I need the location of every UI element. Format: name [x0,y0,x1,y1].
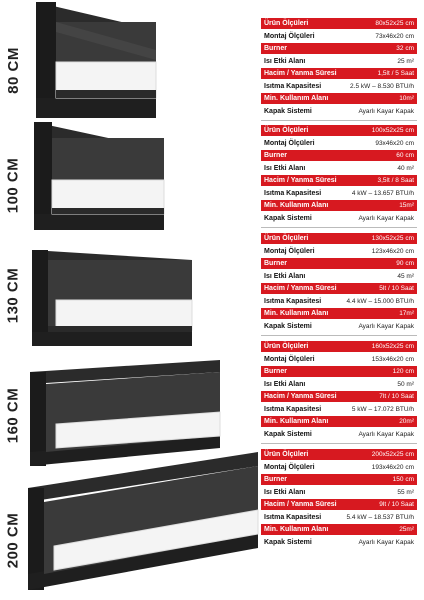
spec-row: Isıtma Kapasitesi 4.4 kW – 15.000 BTU/h [261,296,417,307]
spec-row: Ürün Ölçüleri 200x52x25 cm [261,449,417,460]
size-label-80: 80 CM [4,46,22,94]
spec-row: Ürün Ölçüleri 80x52x25 cm [261,18,417,29]
spec-row: Kapak Sistemi Ayarlı Kayar Kapak [261,429,417,440]
spec-row: Isı Etki Alanı 50 m² [261,379,417,390]
spec-row: Hacim / Yanma Süresi 7lt / 10 Saat [261,391,417,402]
spec-row: Kapak Sistemi Ayarlı Kayar Kapak [261,106,417,117]
spec-row: Isıtma Kapasitesi 5 kW – 17.072 BTU/h [261,404,417,415]
fireplace-80-image [26,2,158,118]
fireplace-130-image [26,250,196,348]
spec-row: Montaj Ölçüleri 123x46x20 cm [261,246,417,257]
spec-row: Burner 150 cm [261,474,417,485]
fireplace-100-image [26,122,176,232]
fireplace-200-image [26,452,260,592]
spec-table-160 [261,341,417,441]
spec-row: Montaj Ölçüleri 73x46x20 cm [261,31,417,42]
divider [261,120,417,121]
divider [261,227,417,228]
size-label-130: 130 CM [4,267,22,323]
divider [261,443,417,444]
spec-row: Isı Etki Alanı 25 m² [261,56,417,67]
size-label-100: 100 CM [4,157,22,213]
spec-row: Montaj Ölçüleri 153x46x20 cm [261,354,417,365]
spec-row: Isı Etki Alanı 40 m² [261,163,417,174]
spec-table-80 [261,18,417,118]
divider [261,335,417,336]
spec-row: Isıtma Kapasitesi 5.4 kW – 18.537 BTU/h [261,512,417,523]
size-label-200: 200 CM [4,512,22,568]
spec-row: Isıtma Kapasitesi 4 kW – 13.657 BTU/h [261,188,417,199]
spec-row: Burner 32 cm [261,43,417,54]
spec-row: Hacim / Yanma Süresi 1,5lt / 5 Saat [261,68,417,79]
spec-row: Ürün Ölçüleri 160x52x25 cm [261,341,417,352]
spec-row: Burner 90 cm [261,258,417,269]
spec-row: Montaj Ölçüleri 193x46x20 cm [261,462,417,473]
spec-row: Kapak Sistemi Ayarlı Kayar Kapak [261,321,417,332]
spec-row: Min. Kullanım Alanı 15m² [261,200,417,211]
spec-row: Burner 60 cm [261,150,417,161]
spec-row: Kapak Sistemi Ayarlı Kayar Kapak [261,213,417,224]
spec-row: Kapak Sistemi Ayarlı Kayar Kapak [261,537,417,548]
spec-row: Isıtma Kapasitesi 2.5 kW – 8.530 BTU/h [261,81,417,92]
spec-table-100 [261,125,417,225]
spec-row: Isı Etki Alanı 55 m² [261,487,417,498]
spec-row: Min. Kullanım Alanı 25m² [261,524,417,535]
spec-row: Ürün Ölçüleri 130x52x25 cm [261,233,417,244]
spec-row: Min. Kullanım Alanı 20m² [261,416,417,427]
spec-row: Min. Kullanım Alanı 10m² [261,93,417,104]
spec-row: Hacim / Yanma Süresi 3,5lt / 8 Saat [261,175,417,186]
size-label-160: 160 CM [4,387,22,443]
spec-row: Burner 120 cm [261,366,417,377]
spec-table-200 [261,449,417,549]
spec-row: Isı Etki Alanı 45 m² [261,271,417,282]
spec-row: Hacim / Yanma Süresi 9lt / 10 Saat [261,499,417,510]
spec-row: Min. Kullanım Alanı 17m² [261,308,417,319]
spec-row: Ürün Ölçüleri 100x52x25 cm [261,125,417,136]
spec-table-130 [261,233,417,333]
spec-row: Montaj Ölçüleri 93x46x20 cm [261,138,417,149]
spec-row: Hacim / Yanma Süresi 5lt / 10 Saat [261,283,417,294]
